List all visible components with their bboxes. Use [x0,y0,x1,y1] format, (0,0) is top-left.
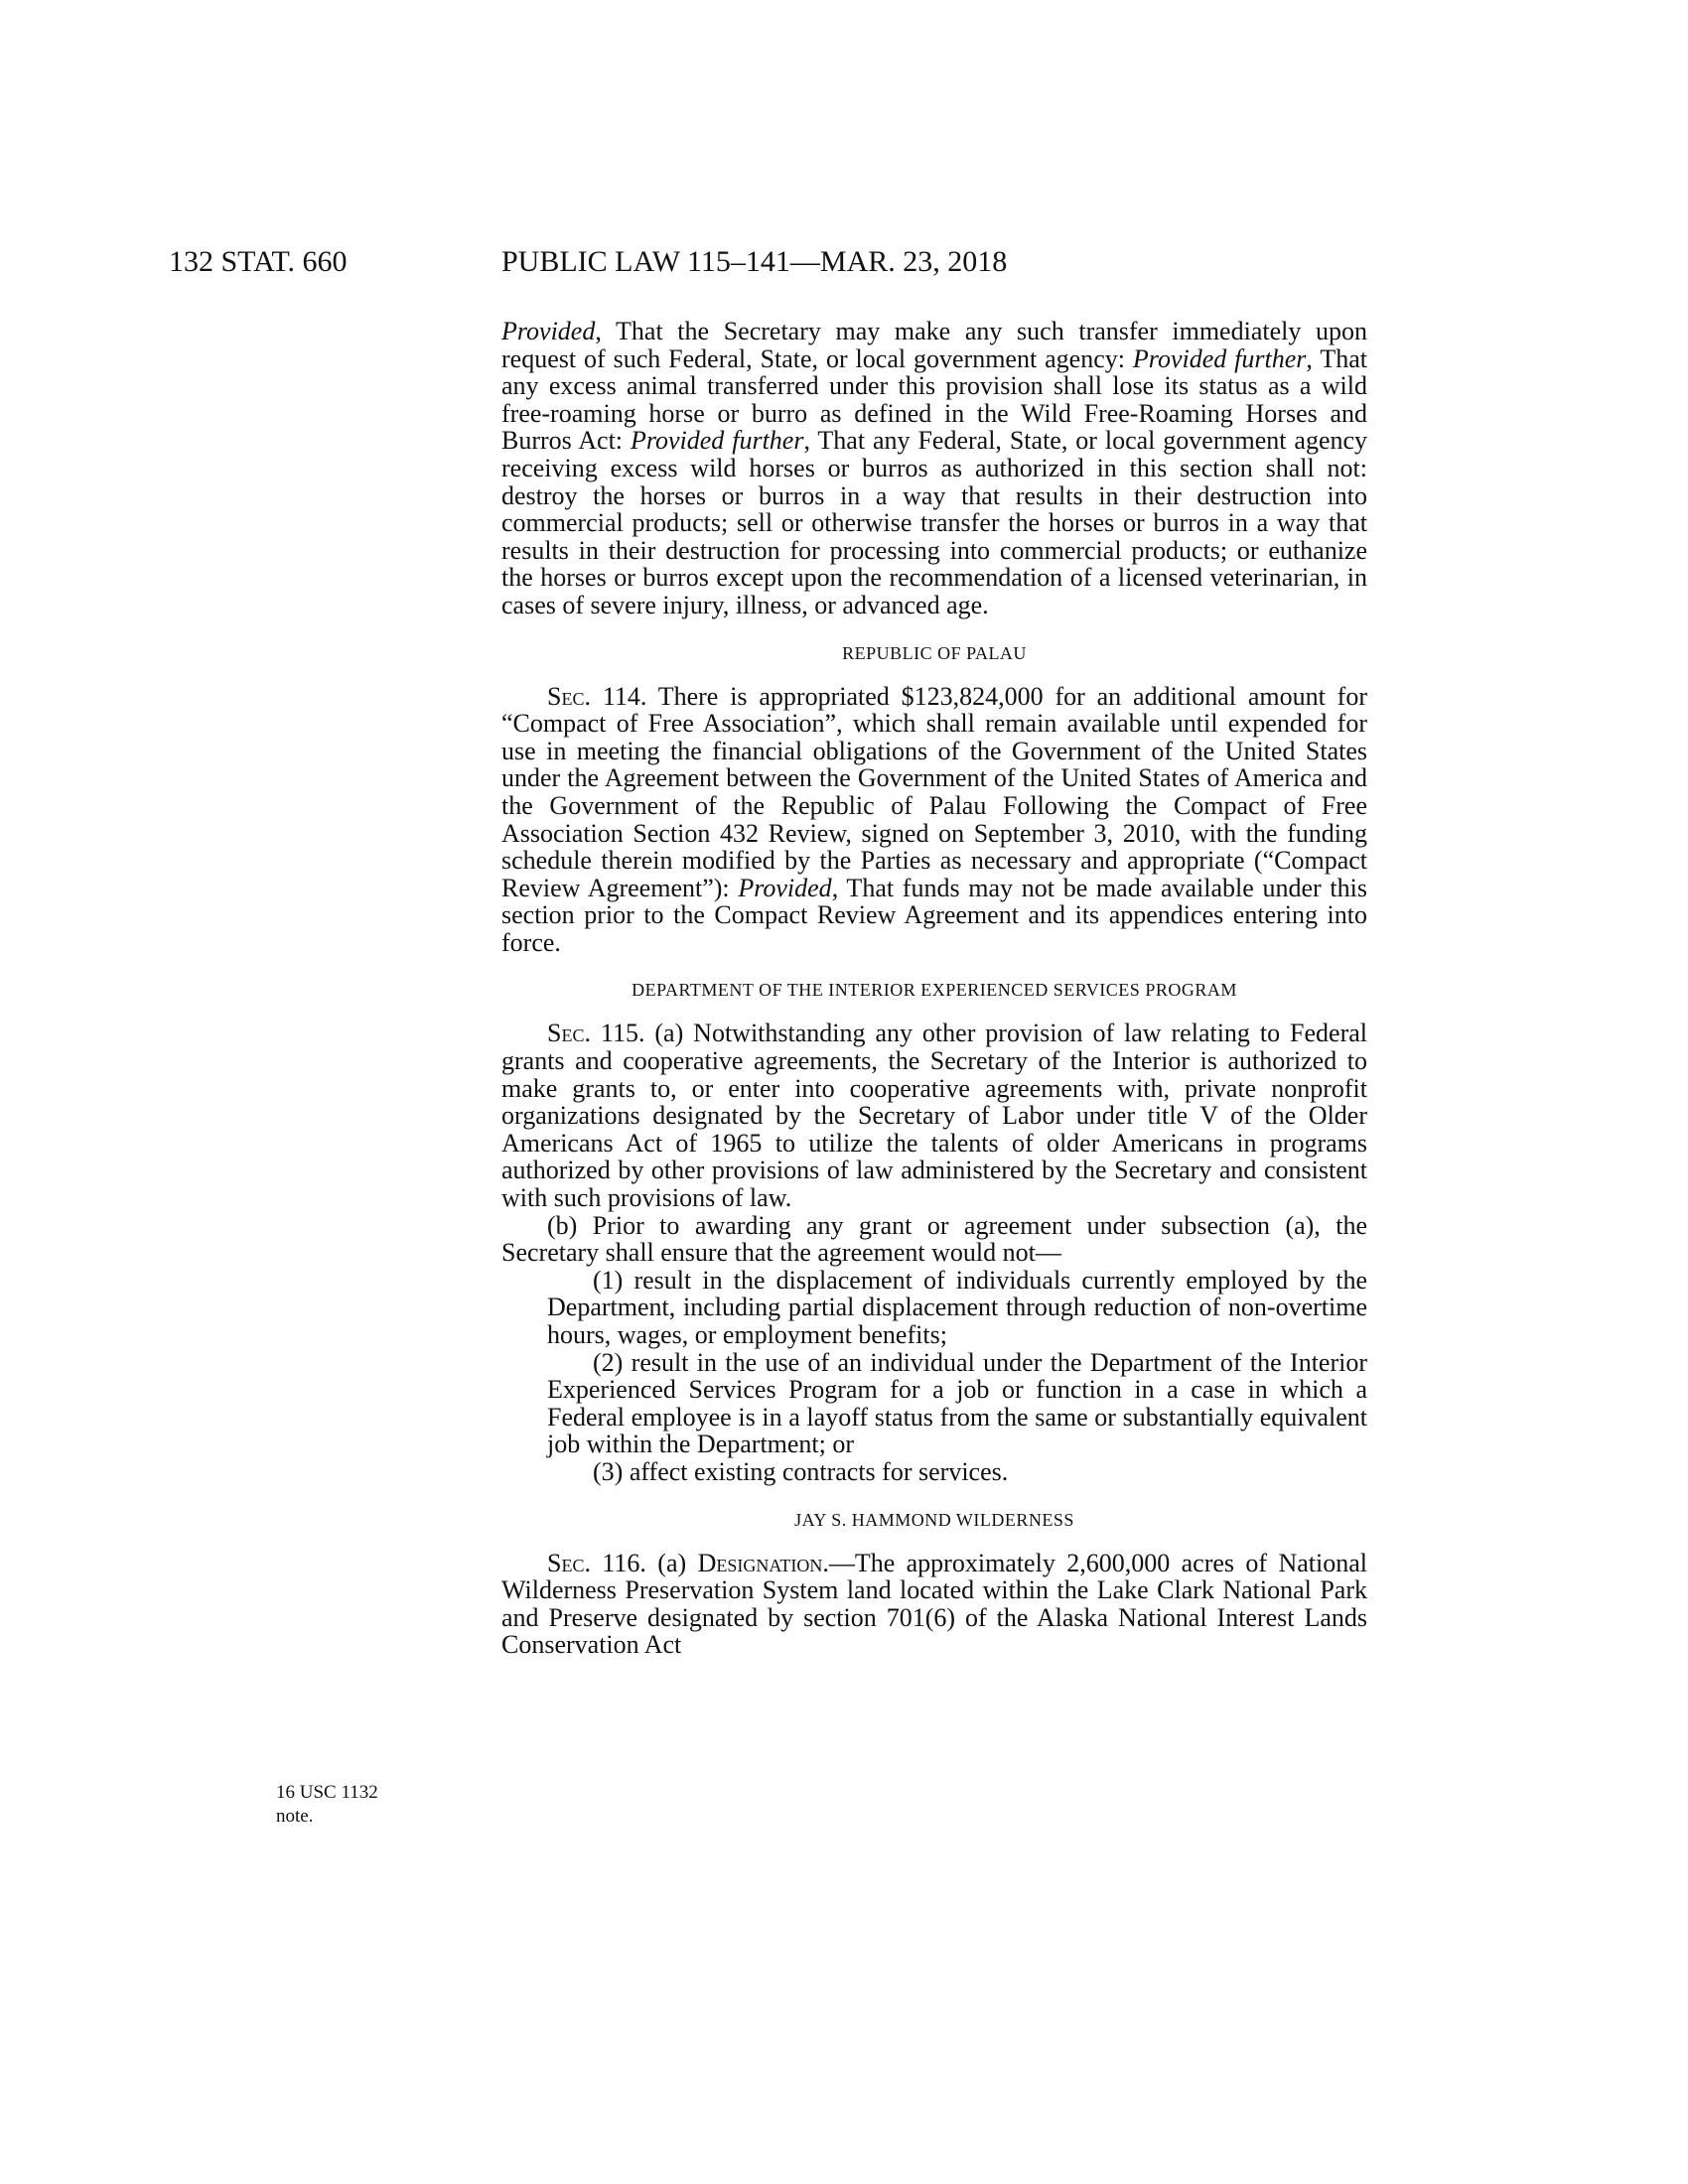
stat-citation: 132 STAT. 660 [169,245,348,278]
sec-115-a-text: 115. (a) Notwithstanding any other provision of law relating to Federal grants and cooperative agreements, the Secretary of the Interior is authorized to make grants to, or enter into cooperative agreements with, private nonprofit organizations designated by the Secretary of Labor under title V of the Older Americans Act of 1965 to utilize the talents of older Americans in programs authorized by other provisions of law administered by the Secretary and consistent with such provisions of law. [501,1019,1367,1213]
italic-provided: Provided [738,873,832,902]
sec-115-b-item-2: (2) result in the use of an individual under the Department of the Interior Experienced Services Program for a job or function in a case in which a Federal employee is in a layoff status from the same or substantially equivalent job within the Department; or [547,1347,1367,1459]
sec-115-b-item-1: (1) result in the displacement of individuals currently employed by the Department, including partial displacement through reduction of non-overtime hours, wages, or employment benefits; [547,1265,1367,1349]
law-title: PUBLIC LAW 115–141—MAR. 23, 2018 [501,245,1008,278]
italic-provided-further-1: Provided further [1132,343,1307,373]
sec-114-paragraph [501,683,1367,957]
provided-text-3: , That any Federal, State, or local government agency receiving excess wild horses or burros as authorized in this section shall not: destroy the horses or burros in a way that results in their destruction into commercial products; sell or otherwise transfer the horses or burros in a way that results in their destruction for processing into commercial products; or euthanize the horses or burros except upon the recommendation of a licensed veterinarian, in cases of severe injury, illness, or advanced age. [501,426,1368,619]
page-header [0,242,1688,282]
sec-116-text-1: 116. (a) [590,1548,698,1577]
provided-paragraph [501,318,1367,619]
designation-label: Designation [697,1548,823,1577]
sec-115-a-paragraph [501,1020,1367,1211]
sec-114-text-1: 114. There is appropriated $123,824,000 for an additional amount for “Compact of Free Association”, which shall remain available until expended for use in meeting the financial obligations of the Government of the United States under the Agreement between the Government of the United States of America and the Government of the Republic of Palau Following the Compact of Free Association Section 432 Review, signed on September 3, 2010, with the funding schedule therein modified by the Parties as necessary and appropriate (“Compact Review Agreement”): [501,681,1367,902]
document-body [501,318,1367,1659]
heading-republic-of-palau: REPUBLIC OF PALAU [842,642,1027,663]
sec-116-paragraph [501,1550,1367,1659]
sec-label: Sec. [547,681,591,711]
sec-label: Sec. [547,1548,591,1577]
margin-note-line-1: 16 USC 1132 [276,1782,378,1803]
sec-115-b-item-3: (3) affect existing contracts for services. [593,1456,1009,1486]
italic-provided: Provided [501,317,596,345]
sec-label: Sec. [547,1019,591,1048]
heading-jay-hammond-wilderness: JAY S. HAMMOND WILDERNESS [794,1509,1074,1530]
margin-note-line-2: note. [276,1806,314,1827]
sec-116-text-2: .—The approximately 2,600,000 acres of National Wilderness Preservation System land located within the Lake Clark National Park and Preserve designated by section 701(6) of the Alaska National Interest Lands Conservation Act [501,1548,1367,1660]
heading-experienced-services: DEPARTMENT OF THE INTERIOR EXPERIENCED SERVICES PROGRAM [632,980,1237,1001]
provided-text-2: , That any excess animal transferred under this provision shall lose its status as a wild free-roaming horse or burro as defined in the Wild Free-Roaming Horses and Burros Act: [501,343,1368,456]
margin-note [276,1781,445,1829]
provided-text-1: , That the Secretary may make any such transfer immediately upon request of such Federal, State, or local government agency: [501,317,1367,373]
sec-115-b-paragraph: (b) Prior to awarding any grant or agreement under subsection (a), the Secretary shall ensure that the agreement would not— [501,1210,1367,1268]
italic-provided-further-2: Provided further [630,426,804,456]
sec-114-text-2: , That funds may not be made available under this section prior to the Compact Review Agreement and its appendices entering into force. [501,873,1367,957]
